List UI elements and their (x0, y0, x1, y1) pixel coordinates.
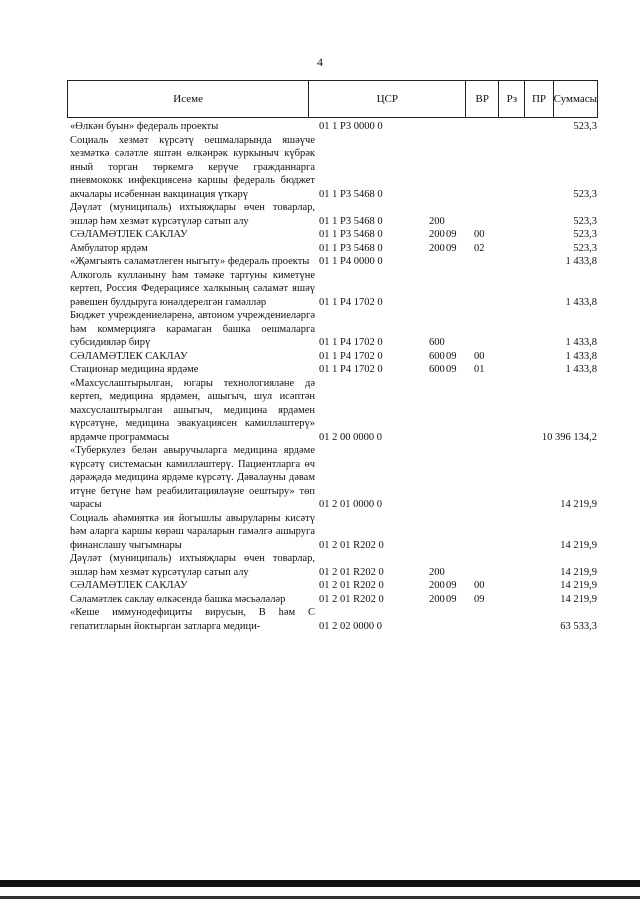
table-row (70, 552, 598, 579)
row-name: Алкоголь кулланыну һәм тәмәке тартуны киметүне кертеп, Россия Федерациясе халкының сәламәт яшәү рәвешен булдыруга юнәлдерелгән гамәлләр (70, 269, 315, 308)
header-name: Исеме (68, 81, 309, 117)
table-row (70, 350, 598, 364)
row-name: Сәламәтлек саклау өлкәсендә башка мәсьәләләр (70, 593, 286, 605)
row-sum: 63 533,3 (560, 620, 597, 632)
row-name: Социаль әһәмияткә ия йогышлы авыруларны кисәтү һәм аларга каршы көрәш чараларын гамәлгә ашыруга финанслашу чыгымнары (70, 512, 315, 551)
row-csr: 01 2 01 R202 0 (319, 566, 384, 578)
row-sum: 1 433,8 (565, 364, 597, 375)
table-header (67, 80, 598, 118)
row-csr: 01 1 P3 5468 0 (319, 229, 383, 240)
table-row (70, 579, 598, 593)
row-vr: 600 (429, 337, 445, 348)
table-row (70, 269, 598, 310)
row-pr: 00 (474, 350, 485, 362)
row-name: Бюджет учреждениеләренә, автоном учреждениеләргә һәм коммерциягә карамаган башка оешмаларга субсидияләр бирү (70, 310, 315, 348)
row-name: Социаль хезмәт күрсәтү оешмаларында яшәүче хезмәткә сәләтле яштән өлкәнрәк куркыныч күбрәк яный торган төркемгә керүче гражданнарга пневмококк инфекциясенә каршы федераль бюджет акчалары исәбеннән вакцинация үткәрү (70, 134, 315, 200)
row-csr: 01 1 P4 1702 0 (319, 337, 383, 348)
row-sum: 14 219,9 (560, 593, 597, 605)
header-vr: ВР (466, 81, 499, 117)
row-csr: 01 1 P3 5468 0 (319, 215, 383, 227)
row-csr: 01 1 P4 0000 0 (319, 256, 383, 267)
row-vr: 200 (429, 580, 445, 591)
row-vr: 200 (429, 215, 445, 227)
row-sum: 14 219,9 (560, 566, 597, 578)
row-name: «Махсуслаштырылган, югары технологияләне дә кертеп, медицина ярдәмен, ашыгыч, шул исәптән махсуслаштырылган ашыгыч, медицина ярдәмен күрсәтүне, медицина эвакуациясен камилләштерү» ярдәмче программасы (70, 377, 315, 443)
row-name: СӘЛАМӘТЛЕК САКЛАУ (70, 350, 188, 362)
row-sum: 14 219,9 (560, 499, 597, 510)
row-sum: 1 433,8 (565, 350, 597, 362)
row-rz: 09 (446, 242, 457, 254)
table-row (70, 606, 598, 633)
row-vr: 600 (429, 364, 445, 375)
row-csr: 01 2 01 0000 0 (319, 499, 382, 510)
row-rz: 09 (446, 364, 457, 375)
row-name: «Кеше иммунодефициты вирусын, В һәм С гепатитларын йоктырган затларга медици- (70, 607, 315, 632)
table-row (70, 242, 598, 256)
row-name: Амбулатор ярдәм (70, 242, 148, 254)
row-pr: 00 (474, 229, 485, 240)
row-csr: 01 2 00 0000 0 (319, 431, 382, 443)
row-csr: 01 1 P4 1702 0 (319, 296, 383, 308)
table-row (70, 201, 598, 228)
row-sum: 14 219,9 (560, 580, 597, 591)
row-name: Дәүләт (муниципаль) ихтыяҗлары өчен товарлар, эшләр һәм хезмәт күрсәтүләр сатып алу (70, 553, 315, 578)
row-rz: 09 (446, 229, 457, 240)
header-rz: Рз (499, 81, 525, 117)
row-name: СӘЛАМӘТЛЕК САКЛАУ (70, 229, 188, 240)
scan-edge-bar (0, 880, 640, 887)
row-vr: 200 (429, 229, 445, 240)
row-csr: 01 1 P3 0000 0 (319, 121, 383, 132)
table-row (70, 512, 598, 553)
table-row (70, 593, 598, 607)
row-sum: 14 219,9 (560, 539, 597, 551)
row-rz: 09 (446, 350, 457, 362)
table-row (70, 444, 598, 512)
table-row (70, 134, 598, 202)
row-sum: 523,3 (573, 121, 597, 132)
row-vr: 200 (429, 566, 445, 578)
row-sum: 523,3 (573, 242, 597, 254)
row-csr: 01 1 P3 5468 0 (319, 188, 383, 200)
row-csr: 01 1 P4 1702 0 (319, 350, 383, 362)
row-vr: 600 (429, 350, 445, 362)
header-sum: Суммасы (553, 93, 597, 105)
row-sum: 1 433,8 (565, 256, 597, 267)
row-pr: 01 (474, 364, 485, 375)
row-csr: 01 2 02 0000 0 (319, 620, 382, 632)
row-pr: 00 (474, 580, 485, 591)
header-csr: ЦСР (309, 81, 466, 117)
row-pr: 02 (474, 242, 485, 254)
row-name: «Өлкән буын» федераль проекты (70, 121, 219, 132)
row-vr: 200 (429, 242, 445, 254)
table-row (70, 377, 598, 445)
row-name: Дәүләт (муниципаль) ихтыяҗлары өчен товарлар, эшләр һәм хезмәт күрсәтүләр сатып алу (70, 202, 315, 227)
row-name: «Туберкулез белән авыручыларга медицина ярдәме күрсәтү системасын камилләштерү. Пациентларга өч дәрәҗәдә медицина ярдәме күрсәтү. Дәвалауны дәвам итүне бетүне һәм реабилитацияләүне оештыру» төп чарасы (70, 445, 315, 510)
table-row (70, 309, 598, 350)
row-sum: 523,3 (573, 229, 597, 240)
row-vr: 200 (429, 593, 445, 605)
table-body (70, 120, 598, 633)
page-number: 4 (317, 55, 323, 69)
row-sum: 10 396 134,2 (541, 431, 597, 443)
table-row (70, 228, 598, 242)
scan-edge-line (0, 896, 640, 899)
row-csr: 01 2 01 R202 0 (319, 593, 384, 605)
row-csr: 01 2 01 R202 0 (319, 539, 384, 551)
header-pr: ПР (525, 81, 553, 117)
row-name: СӘЛАМӘТЛЕК САКЛАУ (70, 580, 188, 591)
table-row (70, 120, 598, 134)
row-sum: 1 433,8 (565, 337, 597, 348)
row-csr: 01 1 P4 1702 0 (319, 364, 383, 375)
row-name: Стационар медицина ярдәме (70, 364, 199, 375)
row-pr: 09 (474, 593, 485, 605)
row-rz: 09 (446, 580, 457, 591)
row-sum: 523,3 (573, 215, 597, 227)
row-rz: 09 (446, 593, 457, 605)
row-csr: 01 1 P3 5468 0 (319, 242, 383, 254)
table-row (70, 255, 598, 269)
row-sum: 523,3 (573, 188, 597, 200)
row-sum: 1 433,8 (565, 296, 597, 308)
table-row (70, 363, 598, 377)
row-name: «Җәмгыять сәламәтлеген ныгыту» федераль проекты (70, 256, 310, 267)
row-csr: 01 2 01 R202 0 (319, 580, 384, 591)
